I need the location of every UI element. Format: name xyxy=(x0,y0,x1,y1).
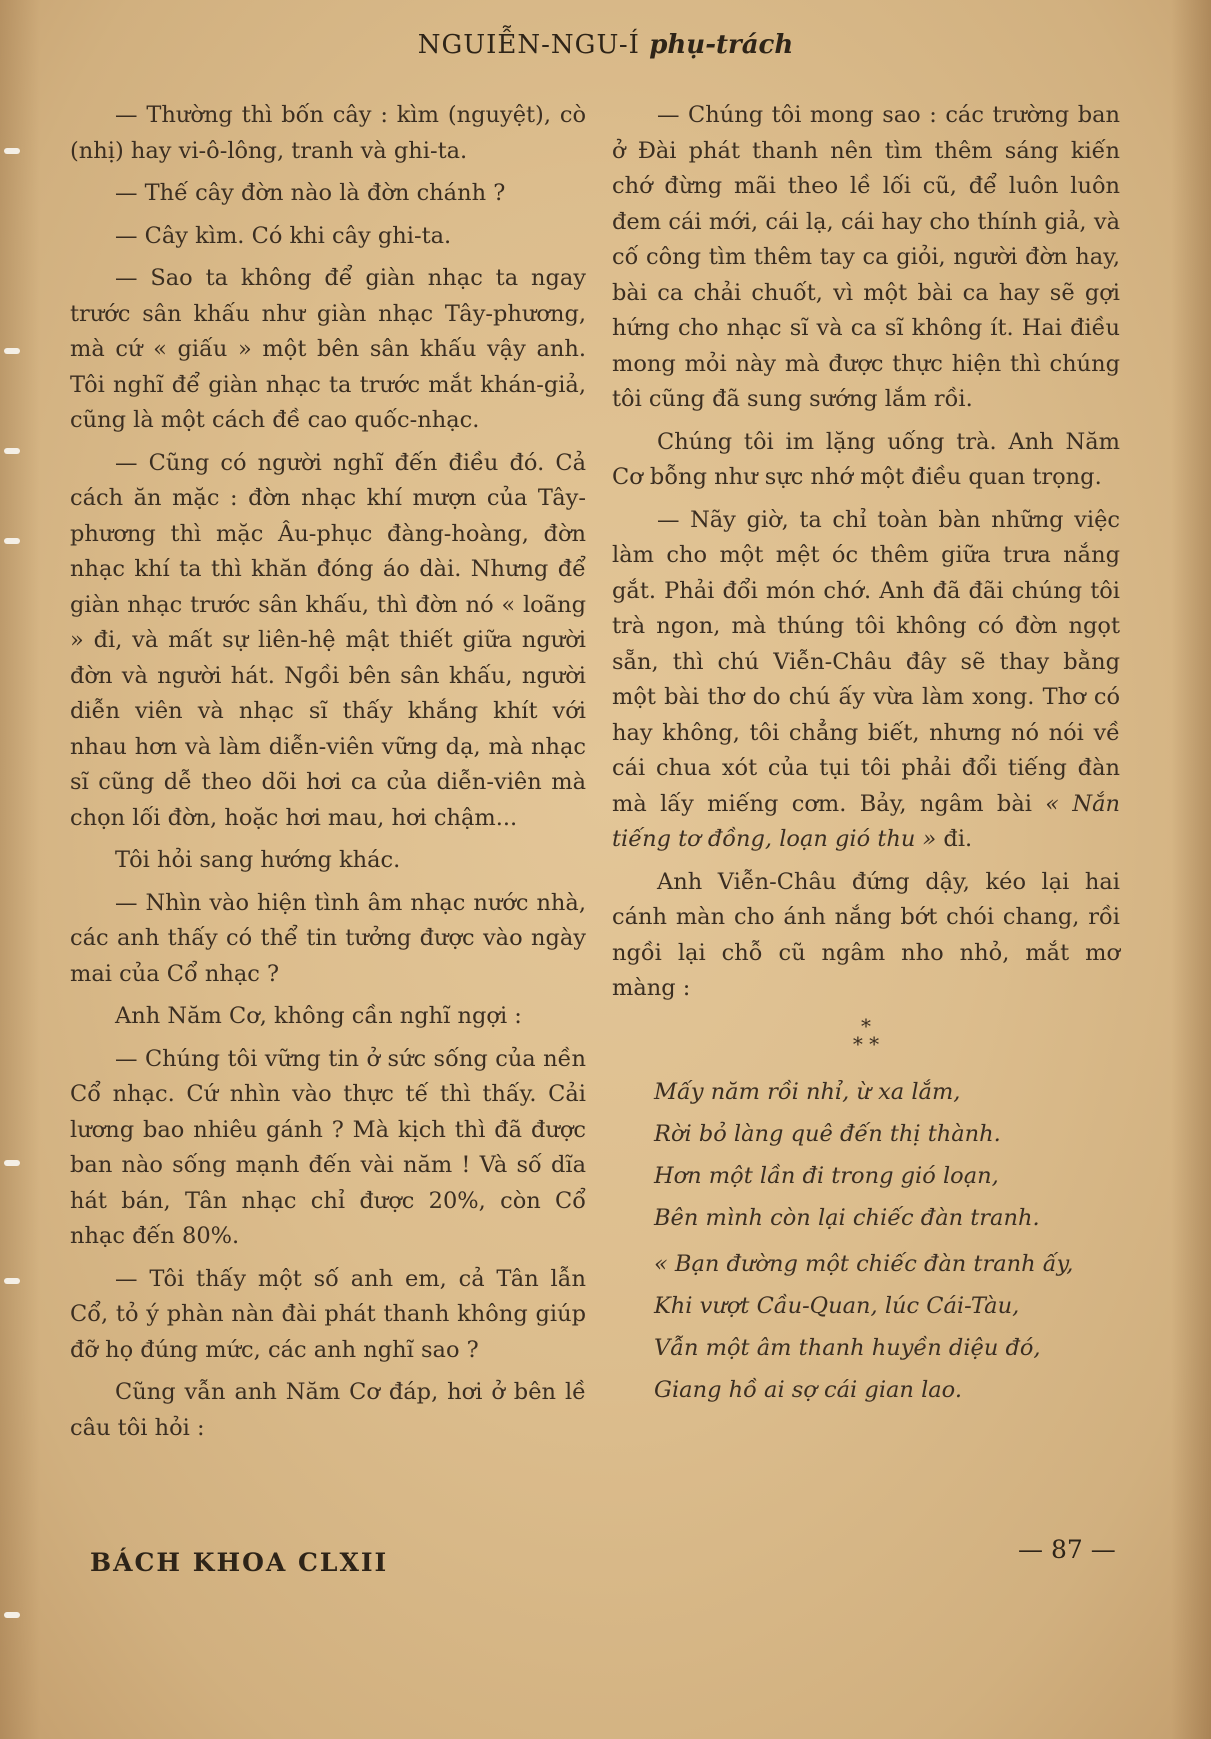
binding-hole xyxy=(4,538,20,544)
paragraph: — Sao ta không để giàn nhạc ta ngay trước sân khấu như giàn nhạc Tây-phương, mà cứ « giấu » một bên sân khấu vậy anh. Tôi nghĩ để giàn nhạc ta trước mắt khán-giả, cũng là một cách đề cao quốc-nhạc. xyxy=(70,265,586,433)
poem-line: Rời bỏ làng quê đến thị thành. xyxy=(654,1120,1001,1147)
paragraph: Anh Viễn-Châu đứng dậy, kéo lại hai cánh màn cho ánh nắng bớt chói chang, rồi ngồi lại chỗ cũ ngâm nho nhỏ, mắt mơ màng : xyxy=(612,868,1120,1001)
left-edge-shadow xyxy=(0,0,40,1739)
poem xyxy=(612,1071,1120,1411)
paragraph: Cũng vẫn anh Năm Cơ đáp, hơi ở bên lề câu tôi hỏi : xyxy=(70,1379,586,1441)
page-header xyxy=(0,30,1211,60)
paragraph: Tôi hỏi sang hướng khác. xyxy=(115,847,401,873)
poem-line: Mấy năm rồi nhỉ, ừ xa lắm, xyxy=(654,1078,961,1105)
poem-line: Giang hồ ai sợ cái gian lao. xyxy=(654,1376,962,1403)
paragraph: — Cây kìm. Có khi cây ghi-ta. xyxy=(115,222,452,249)
header-author: NGUIỄN-NGU-Í xyxy=(417,30,640,60)
poem-line: Khi vượt Cầu-Quan, lúc Cái-Tàu, xyxy=(654,1292,1020,1319)
separator-star: * xyxy=(861,1013,871,1038)
binding-hole xyxy=(4,1278,20,1284)
paragraph: — Nhìn vào hiện tình âm nhạc nước nhà, các anh thấy có thể tin tưởng được vào ngày mai của Cổ nhạc ? xyxy=(70,889,586,987)
binding-hole xyxy=(4,348,20,354)
binding-hole xyxy=(4,1612,20,1618)
binding-hole xyxy=(4,1160,20,1166)
paragraph: — Chúng tôi mong sao : các trường ban ở Đài phát thanh nên tìm thêm sáng kiến chớ đừng mãi theo lề lối cũ, để luôn luôn đem cái mới, cái lạ, cái hay cho thính giả, và cố công tìm thêm tay ca giỏi, người đờn hay, bài ca chải chuốt, vì một bài ca hay sẽ gợi hứng cho nhạc sĩ và ca sĩ không ít. Hai điều mong mỏi này mà được thực hiện thì chúng tôi cũng đã sung sướng lắm rồi. xyxy=(612,102,1120,412)
poem-line: Vẫn một âm thanh huyền diệu đó, xyxy=(654,1334,1041,1361)
left-column xyxy=(70,98,586,1453)
binding-hole xyxy=(4,148,20,154)
magazine-name: BÁCH KHOA CLXII xyxy=(90,1548,389,1577)
poem-title: « Nắn tiếng tơ đồng, loạn gió thu » xyxy=(612,790,1121,852)
header-credit: phụ-trách xyxy=(649,30,794,60)
page-number: — 87 — xyxy=(1018,1535,1116,1564)
binding-hole xyxy=(4,448,20,454)
paragraph: — Cũng có người nghĩ đến điều đó. Cả cách ăn mặc : đờn nhạc khí mượn của Tây-phương thì mặc Âu-phục đàng-hoàng, đờn nhạc khí ta thì khăn đóng áo dài. Nhưng để giàn nhạc trước sân khấu, thì đờn nó « loãng » đi, và mất sự liên-hệ mật thiết giữa người đờn và người hát. Ngồi bên sân khấu, người diễn viên và nhạc sĩ thấy khắng khít với nhau hơn và làm diễn-viên vững dạ, mà nhạc sĩ cũng dễ theo dõi hơi ca của diễn-viên mà chọn lối đờn, hoặc hơi mau, hơi chậm... xyxy=(70,449,586,831)
paragraph-text: — Nãy giờ, ta chỉ toàn bàn những việc làm cho một mệt óc thêm giữa trưa nắng gắt. Phải đổi món chớ. Anh đã đãi chúng tôi trà ngon, mà thúng tôi không có đờn ngọt sẵn, thì chú Viễn-Châu đây sẽ thay bằng một bài thơ do chú ấy vừa làm xong. Thơ có hay không, tôi chẳng biết, nhưng nó nói về cái chua xót của tụi tôi phải đổi tiếng đàn mà lấy miếng cơm. Bảy, ngâm bài xyxy=(612,506,1120,817)
poem-line: « Bạn đường một chiếc đàn tranh ấy, xyxy=(654,1250,1074,1277)
paragraph: — Tôi thấy một số anh em, cả Tân lẫn Cổ, tỏ ý phàn nàn đài phát thanh không giúp đỡ họ đúng mức, các anh nghĩ sao ? xyxy=(70,1265,586,1363)
section-separator xyxy=(612,1013,1120,1056)
paragraph: — Chúng tôi vững tin ở sức sống của nền Cổ nhạc. Cứ nhìn vào thực tế thì thấy. Cải lương bao nhiêu gánh ? Mà kịch thì đã được ban nào sống mạnh đến vài năm ! Và số dĩa hát bán, Tân nhạc chỉ được 20%, còn Cổ nhạc đến 80%. xyxy=(70,1045,586,1249)
right-edge-shadow xyxy=(1171,0,1211,1739)
paragraph-with-poem-title xyxy=(612,503,1120,858)
paragraph: — Thường thì bốn cây : kìm (nguyệt), cò (nhị) hay vi-ô-lông, tranh và ghi-ta. xyxy=(70,102,586,164)
separator-stars: * * xyxy=(852,1031,880,1056)
poem-line: Hơn một lần đi trong gió loạn, xyxy=(654,1162,999,1189)
paragraph: Anh Năm Cơ, không cần nghĩ ngợi : xyxy=(115,1003,522,1029)
paragraph-text-end: đi. xyxy=(936,826,973,852)
paragraph: — Thế cây đờn nào là đờn chánh ? xyxy=(115,180,506,206)
right-column xyxy=(612,98,1120,1411)
paragraph: Chúng tôi im lặng uống trà. Anh Năm Cơ bỗng như sực nhớ một điều quan trọng. xyxy=(612,428,1120,490)
poem-line: Bên mình còn lại chiếc đàn tranh. xyxy=(654,1204,1040,1231)
